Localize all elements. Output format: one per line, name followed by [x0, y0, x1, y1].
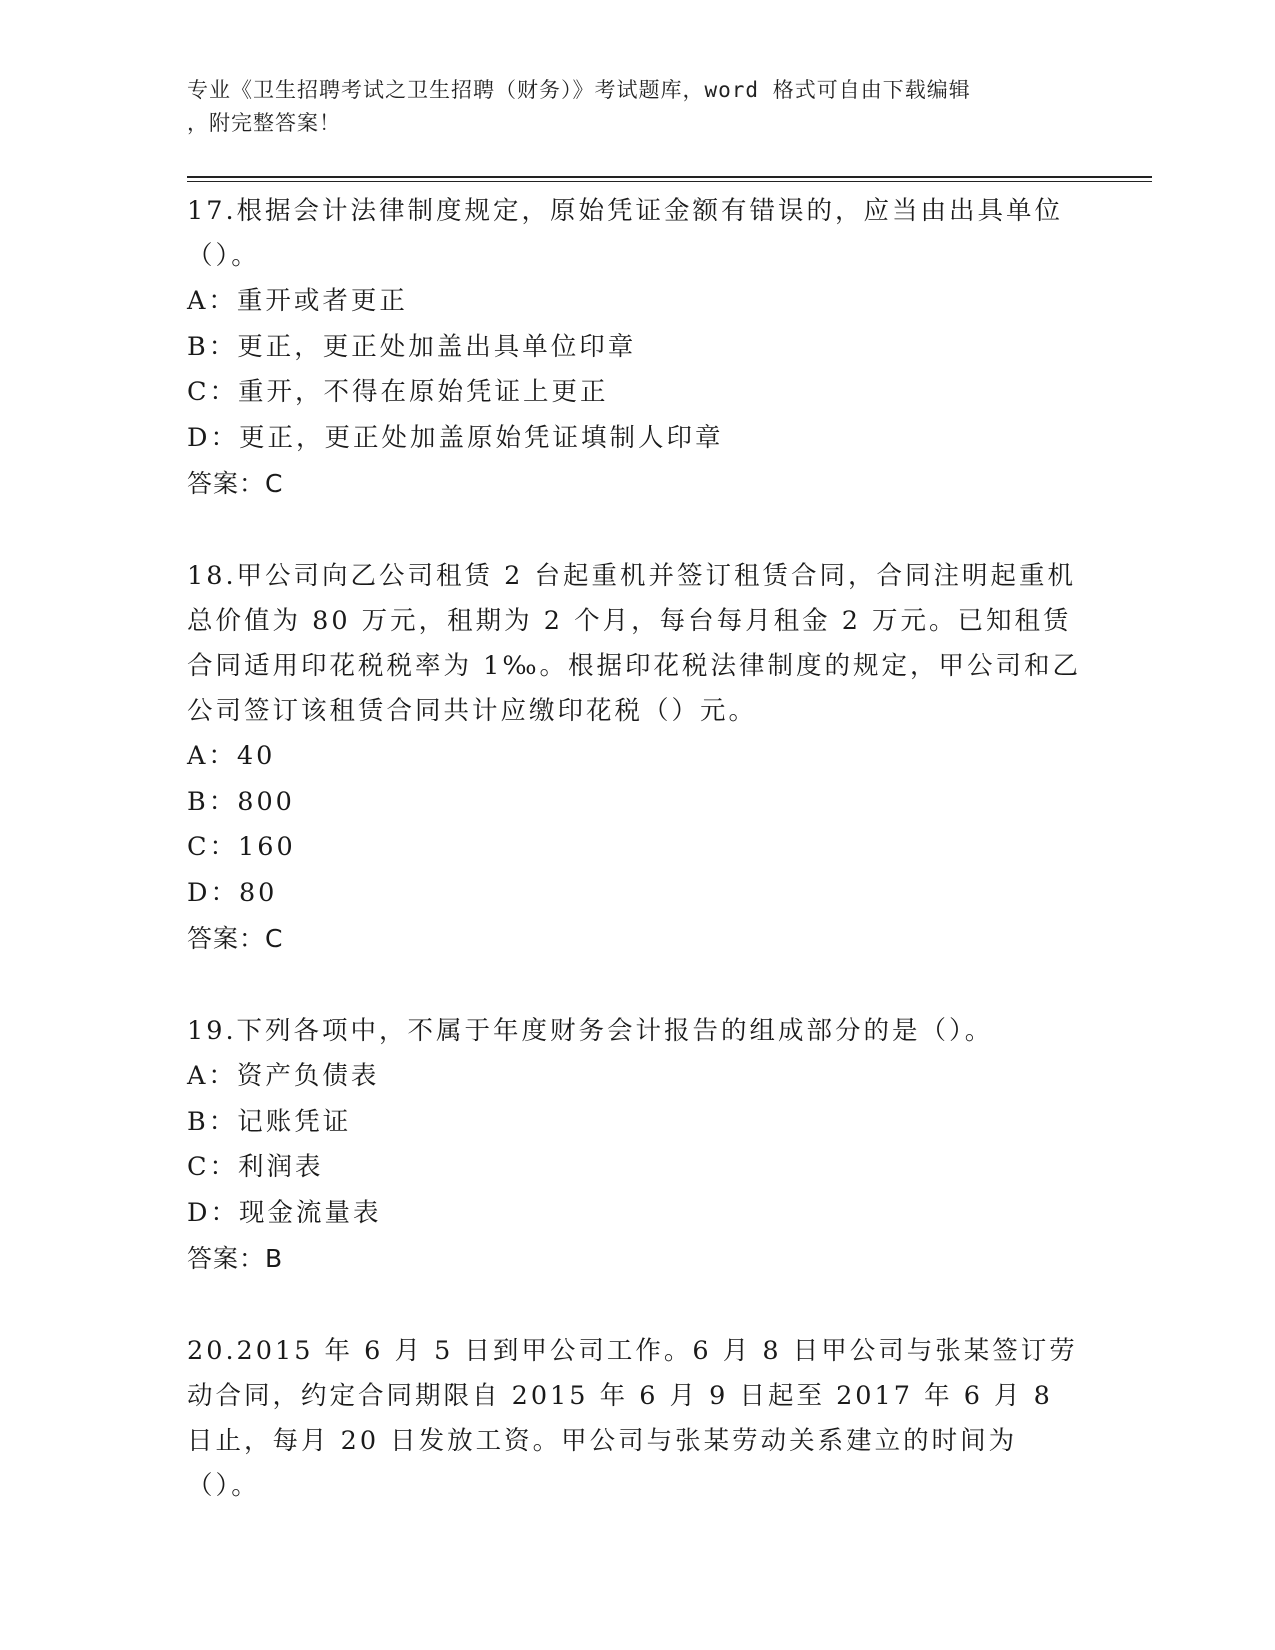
header-line-2: ，附完整答案！ [187, 111, 341, 135]
question-20 [187, 1329, 1087, 1509]
option-a: A：重开或者更正 [187, 286, 408, 316]
option-d: D：80 [187, 877, 278, 908]
option-d: D：现金流量表 [187, 1197, 382, 1228]
option-d: D：更正，更正处加盖原始凭证填制人印章 [187, 422, 724, 453]
header-line-1: 专业《卫生招聘考试之卫生招聘（财务）》考试题库，word 格式可自由下载编辑 [187, 78, 971, 102]
header-divider-thick [187, 176, 1152, 178]
option-a: A：40 [187, 741, 276, 771]
question-18 [187, 554, 1087, 961]
option-b: B：800 [187, 786, 295, 817]
question-stem: 19.下列各项中，不属于年度财务会计报告的组成部分的是（）。 [187, 1016, 994, 1046]
answer: 答案：C [187, 924, 284, 953]
option-a: A：资产负债表 [187, 1061, 380, 1091]
question-19 [187, 1009, 1087, 1281]
option-c: C：利润表 [187, 1152, 324, 1182]
answer: 答案：C [187, 469, 284, 498]
answer: 答案：B [187, 1244, 284, 1273]
question-17 [187, 189, 1087, 506]
question-stem: 17.根据会计法律制度规定，原始凭证金额有错误的，应当由出具单位（）。 [187, 196, 1064, 271]
header-divider-thin [187, 181, 1152, 182]
document-header [187, 74, 1067, 140]
option-b: B：更正，更正处加盖出具单位印章 [187, 331, 637, 362]
option-c: C：160 [187, 832, 296, 862]
question-list [187, 189, 1087, 1557]
question-stem: 18.甲公司向乙公司租赁 2 台起重机并签订租赁合同，合同注明起重机总价值为 80 万元，租期为 2 个月，每台每月租金 2 万元。已知租赁合同适用印花税税率为 1‰。根据印花税法律制度的规定，甲公司和乙公司签订该租赁合同共计应缴印花税（）元。 [187, 561, 1082, 726]
question-stem: 20.2015 年 6 月 5 日到甲公司工作。6 月 8 日甲公司与张某签订劳动合同，约定合同期限自 2015 年 6 月 9 日起至 2017 年 6 月 8 日止，每月 20 日发放工资。甲公司与张某劳动关系建立的时间为（）。 [187, 1336, 1078, 1501]
option-c: C：重开，不得在原始凭证上更正 [187, 377, 609, 407]
option-b: B：记账凭证 [187, 1106, 352, 1137]
